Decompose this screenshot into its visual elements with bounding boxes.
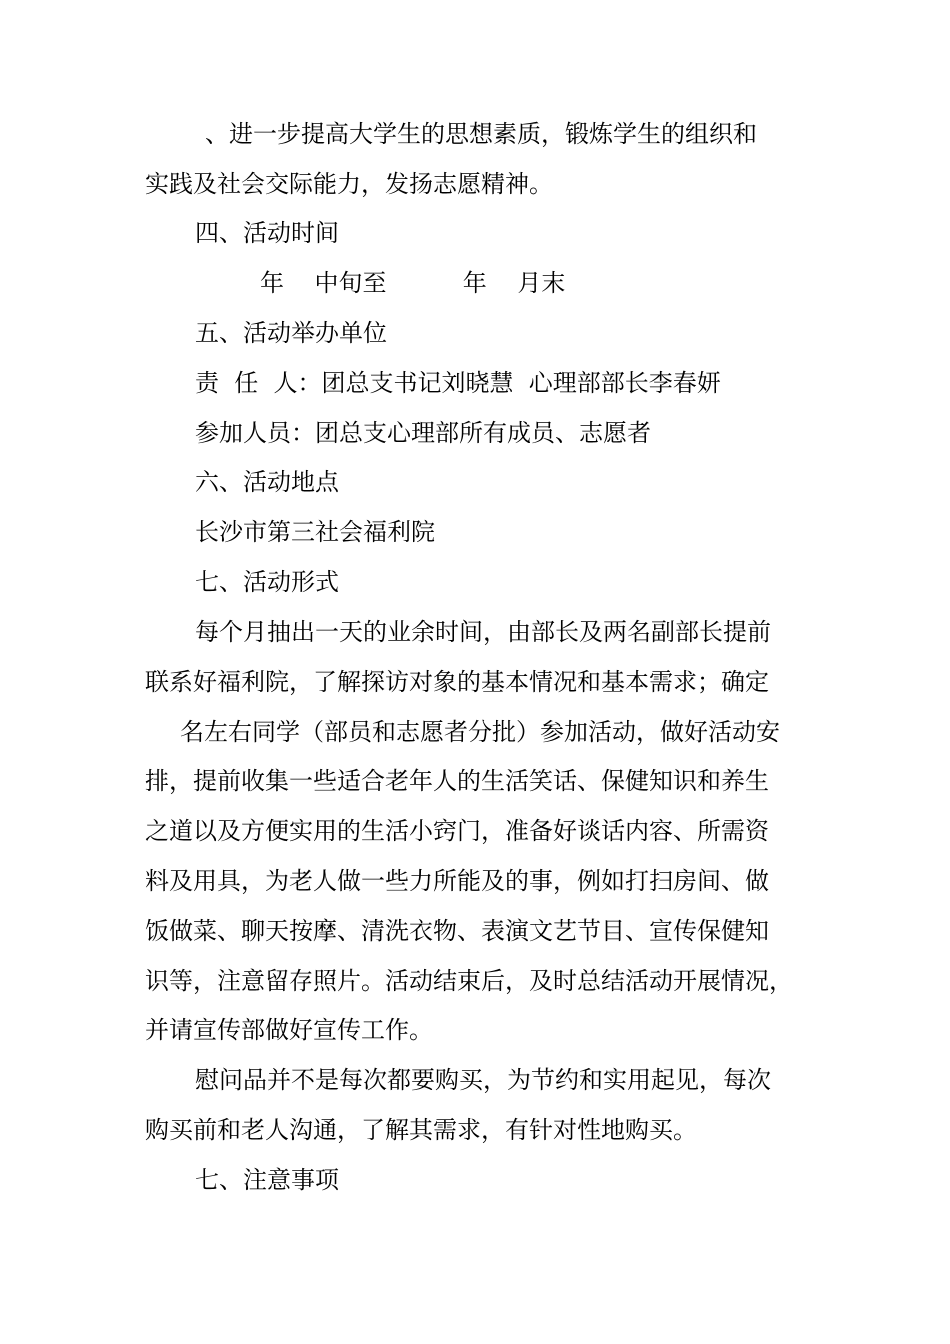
section-heading: 七、注意事项 — [195, 1166, 339, 1194]
date-line: 年 中旬至 年 月末 — [260, 269, 566, 297]
paragraph-line: 饭做菜、聊天按摩、清洗衣物、表演文艺节目、宣传保健知 — [145, 917, 769, 945]
paragraph-line: 每个月抽出一天的业余时间，由部长及两名副部长提前 — [195, 618, 771, 646]
paragraph-line: 名左右同学（部员和志愿者分批）参加活动，做好活动安 — [180, 718, 780, 746]
section-heading: 六、活动地点 — [195, 468, 339, 496]
participants-line: 参加人员：团总支心理部所有成员、志愿者 — [195, 419, 651, 447]
paragraph-line: 并请宣传部做好宣传工作。 — [145, 1016, 433, 1044]
paragraph-line: 之道以及方便实用的生活小窍门，准备好谈话内容、所需资 — [145, 817, 769, 845]
paragraph-line: 实践及社会交际能力，发扬志愿精神。 — [145, 170, 553, 198]
section-heading: 四、活动时间 — [195, 219, 339, 247]
paragraph-line: 购买前和老人沟通，了解其需求，有针对性地购买。 — [145, 1116, 697, 1144]
paragraph-line: 排，提前收集一些适合老年人的生活笑话、保健知识和养生 — [145, 767, 769, 795]
responsible-person-line: 责 任 人：团总支书记刘晓慧 心理部部长李春妍 — [195, 369, 721, 397]
paragraph-line: 识等，注意留存照片。活动结束后，及时总结活动开展情况， — [145, 967, 793, 995]
paragraph-line: 联系好福利院，了解探访对象的基本情况和基本需求；确定 — [145, 668, 769, 696]
section-heading: 五、活动举办单位 — [195, 319, 387, 347]
paragraph-line: 慰问品并不是每次都要购买，为节约和实用起见，每次 — [195, 1066, 771, 1094]
paragraph-line: 料及用具，为老人做一些力所能及的事，例如打扫房间、做 — [145, 867, 769, 895]
paragraph-line: 、进一步提高大学生的思想素质，锻炼学生的组织和 — [205, 120, 757, 148]
section-heading: 七、活动形式 — [195, 568, 339, 596]
location-line: 长沙市第三社会福利院 — [195, 518, 435, 546]
